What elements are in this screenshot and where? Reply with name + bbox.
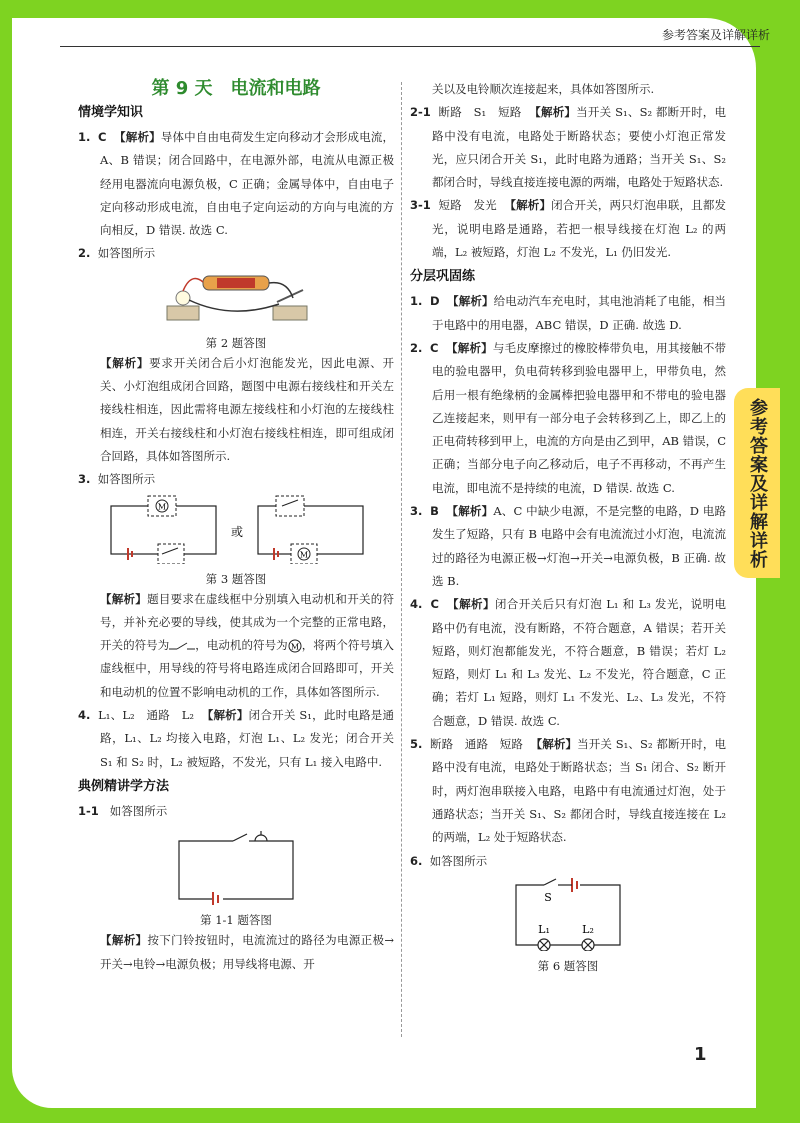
answer-r6 bbox=[410, 850, 726, 873]
figure-q1-1-caption: 第 1-1 题答图 bbox=[200, 913, 272, 928]
figure-r6-switch-label: S bbox=[544, 890, 552, 904]
answer-r5 bbox=[410, 733, 726, 849]
answer-r2 bbox=[410, 337, 726, 500]
page-number: 1 bbox=[694, 1044, 707, 1065]
doorbell-circuit-q1-1 bbox=[171, 825, 301, 905]
q1-1-number: 1-1 bbox=[78, 803, 99, 818]
svg-text:M: M bbox=[157, 502, 167, 512]
q3-number: 3. bbox=[78, 472, 91, 487]
svg-text:M: M bbox=[299, 550, 309, 560]
q3-analysis-c: ，将两个符号填入虚线框中，用导线的符号将电路连成闭合回路即可，开关和电动机的位置不影响电动机的工作，具体如答图所示. bbox=[100, 638, 395, 699]
r3-number: 3. bbox=[410, 504, 423, 519]
answer-q4 bbox=[78, 704, 394, 774]
answer-q1-1 bbox=[78, 800, 394, 823]
r1-analysis: 给电动汽车充电时，其电池消耗了电能，相当于电路中的用电器，ABC 错误，D 正确. 故选 D. bbox=[432, 294, 727, 332]
right-column bbox=[410, 78, 726, 975]
q1-1-analysis-cont: 关以及电铃顺次连接起来，具体如答图所示. bbox=[432, 82, 655, 96]
column-divider bbox=[401, 82, 402, 1037]
q3-1-answer: 短路 发光 bbox=[438, 198, 497, 213]
circuit-diagram-r6 bbox=[508, 875, 628, 951]
r3-analysis-tag: 【解析】 bbox=[446, 504, 494, 519]
figure-q2-caption: 第 2 题答图 bbox=[205, 335, 267, 350]
figure-r6 bbox=[410, 875, 726, 955]
r4-analysis: 闭合开关后只有灯泡 L₁ 和 L₃ 发光，说明电路中仍有电流，没有断路，不符合题意，A 错误；若开关短路，则灯泡都能发光，不符合题意，B 错误；若灯 L₂ 短路，则灯 L₁ 和 L₃ 发光、L₂ 不发光，符合题意，C 正确；若灯 L₁ 短路，则灯 L₁ 不发光、L₂、L₃ 发光，不符合题意，D 错误. 故选 C. bbox=[432, 597, 727, 728]
page-title: 第 9 天 电流和电路 bbox=[151, 78, 321, 99]
switch-symbol-icon bbox=[169, 641, 195, 651]
r6-number: 6. bbox=[410, 853, 423, 868]
q3-1-analysis-tag: 【解析】 bbox=[504, 198, 552, 213]
r2-analysis-tag: 【解析】 bbox=[446, 340, 493, 355]
q2-text: 如答图所示 bbox=[97, 246, 156, 261]
left-column bbox=[78, 78, 394, 976]
q1-1-analysis-tag: 【解析】 bbox=[100, 933, 148, 948]
section-heading-situation: 情境学知识 bbox=[78, 105, 144, 120]
answer-r3 bbox=[410, 500, 726, 593]
q3-analysis-b: ，电动机的符号为 bbox=[195, 638, 288, 653]
header-rule bbox=[60, 46, 760, 47]
r4-analysis-tag: 【解析】 bbox=[447, 597, 495, 612]
r5-analysis: 当开关 S₁、S₂ 都断开时，电路中没有电流，电路处于断路状态；当 S₁ 闭合、S₂ 断开时，两灯泡串联接入电路，电路中有电流通过灯泡，处于通路状态；当开关 S₁、S₂ 都闭合时，导线直接连接在 L₂ 的两端，L₂ 处于短路状态. bbox=[432, 737, 726, 845]
q2-analysis: 要求开关闭合后小灯泡能发光，因此电源、开关、小灯泡组成闭合回路，题图中电源右接线柱和开关左接线柱相连，因此需将电源左接线柱和小灯泡的左接线柱相连，开关右接线柱和小灯泡右接线柱相连，即可组成闭合回路，具体如答图所示. bbox=[100, 355, 395, 463]
r1-number: 1. bbox=[410, 294, 423, 309]
q3-1-number: 3-1 bbox=[410, 198, 431, 213]
answer-r1 bbox=[410, 290, 726, 337]
q4-analysis-tag: 【解析】 bbox=[201, 708, 249, 723]
motor-symbol-icon bbox=[288, 639, 302, 653]
r2-answer: C bbox=[430, 340, 439, 355]
q2-number: 2. bbox=[78, 246, 91, 261]
q1-1-analysis-block bbox=[78, 929, 394, 976]
r4-number: 4. bbox=[410, 597, 423, 612]
q3-analysis-tag: 【解析】 bbox=[100, 591, 148, 606]
r2-number: 2. bbox=[410, 340, 423, 355]
q1-analysis: 导体中自由电荷发生定向移动才会形成电流，A、B 错误；闭合回路中，在电源外部，电流从电源正极经用电器流向电源负极，C 正确；金属导体中，自由电子定向移动形成电流，自由电子定向运动的方向与电流的方向相反，D 错误. 故选 C. bbox=[100, 130, 395, 238]
svg-text:M: M bbox=[290, 642, 299, 652]
q3-text: 如答图所示 bbox=[97, 472, 156, 487]
section-heading-practice: 分层巩固练 bbox=[410, 269, 476, 285]
side-tab-label: 参考答案及详解详析 bbox=[747, 397, 768, 569]
answer-q2 bbox=[78, 242, 394, 265]
figure-q3-caption: 第 3 题答图 bbox=[205, 571, 267, 586]
q2-analysis-block bbox=[78, 352, 394, 468]
figure-q1-1 bbox=[78, 825, 394, 909]
q2-1-analysis: 当开关 S₁、S₂ 都断开时，电路中没有电流，电路处于断路状态；要使小灯泡正常发光，应只闭合开关 S₁，此时电路为通路；当开关 S₁、S₂ 都闭合时，导线直接连接电源的两端，电路处于短路状态. bbox=[432, 105, 727, 190]
figure-r6-caption: 第 6 题答图 bbox=[537, 958, 599, 973]
figure-q3 bbox=[78, 494, 394, 568]
answer-q3 bbox=[78, 468, 394, 491]
section-heading-examples: 典例精讲学方法 bbox=[78, 778, 170, 794]
answer-q1 bbox=[78, 126, 394, 242]
answer-r4 bbox=[410, 593, 726, 733]
r5-answer: 断路 通路 短路 bbox=[429, 737, 524, 752]
r3-analysis: A、C 中缺少电源，不是完整的电路，D 电路发生了短路，只有 B 电路中会有电流流过小灯泡，电流流过的路径为电源正极→灯泡→开关→电源负极，B 正确. 故选 B. bbox=[432, 504, 727, 588]
answer-q2-1 bbox=[410, 101, 726, 194]
q2-1-analysis-tag: 【解析】 bbox=[529, 105, 577, 120]
q2-1-answer: 断路 S₁ 短路 bbox=[438, 105, 522, 120]
circuit-diagrams-q3 bbox=[106, 494, 366, 564]
q2-1-number: 2-1 bbox=[410, 105, 431, 120]
q4-analysis: 闭合开关 S₁，此时电路是通路，L₁、L₂ 均接入电路，灯泡 L₁、L₂ 发光；闭合开关 S₁ 和 S₂ 时，L₂ 被短路，不发光，只有 L₁ 接入电路中. bbox=[100, 708, 394, 769]
q1-number: 1. bbox=[78, 130, 91, 144]
q3-analysis-a: 题目要求在虚线框中分别填入电动机和开关的符号，并补充必要的导线，使其成为一个完整的正常电路，开关的符号为 bbox=[100, 591, 395, 653]
r5-analysis-tag: 【解析】 bbox=[530, 737, 578, 752]
figure-q3-or: 或 bbox=[230, 524, 244, 539]
figure-q2 bbox=[78, 268, 394, 332]
answer-q3-1 bbox=[410, 194, 726, 264]
q1-analysis-tag: 【解析】 bbox=[114, 130, 161, 144]
q3-analysis-block bbox=[78, 588, 394, 704]
running-header: 参考答案及详解详析 bbox=[661, 28, 770, 42]
r2-analysis: 与毛皮摩擦过的橡胶棒带负电，用其接触不带电的验电器甲，负电荷转移到验电器甲上，甲带负电，然后用一根有绝缘柄的金属棒把验电器甲和不带电的验电器乙连接起来，则甲有一部分电子会转移到乙上，即乙上的正电荷转移到甲上，电流的方向是由乙到甲，AB 错误，C 正确；当部分电子向乙移动后，电子不再移动，不再产生电流，即电流不是持续的电流，D 错误. 故选 C. bbox=[432, 340, 727, 495]
figure-r6-l2-label: L₂ bbox=[582, 922, 594, 936]
r3-answer: B bbox=[430, 504, 439, 519]
q1-1-text: 如答图所示 bbox=[109, 803, 168, 818]
q3-1-analysis: 闭合开关，两只灯泡串联，且都发光，说明电路是通路，若把一根导线接在灯泡 L₂ 的两端，L₂ 被短路，灯泡 L₂ 不发光，L₁ 仍旧发光. bbox=[432, 198, 727, 260]
r5-number: 5. bbox=[410, 737, 423, 752]
r6-text: 如答图所示 bbox=[429, 853, 488, 868]
figure-r6-l1-label: L₁ bbox=[538, 922, 550, 936]
q2-analysis-tag: 【解析】 bbox=[100, 355, 150, 370]
q1-1-analysis: 按下门铃按钮时，电流流过的路径为电源正极→开关→电铃→电源负极；用导线将电源、开 bbox=[100, 933, 395, 971]
side-tab bbox=[734, 388, 780, 578]
r1-answer: D bbox=[429, 294, 440, 309]
r4-answer: C bbox=[430, 597, 439, 612]
q4-number: 4. bbox=[78, 708, 91, 723]
circuit-photo-q2 bbox=[161, 268, 311, 328]
r1-analysis-tag: 【解析】 bbox=[447, 294, 494, 309]
q4-answer: L₁、L₂ 通路 L₂ bbox=[98, 708, 194, 723]
q1-answer: C bbox=[98, 130, 107, 144]
